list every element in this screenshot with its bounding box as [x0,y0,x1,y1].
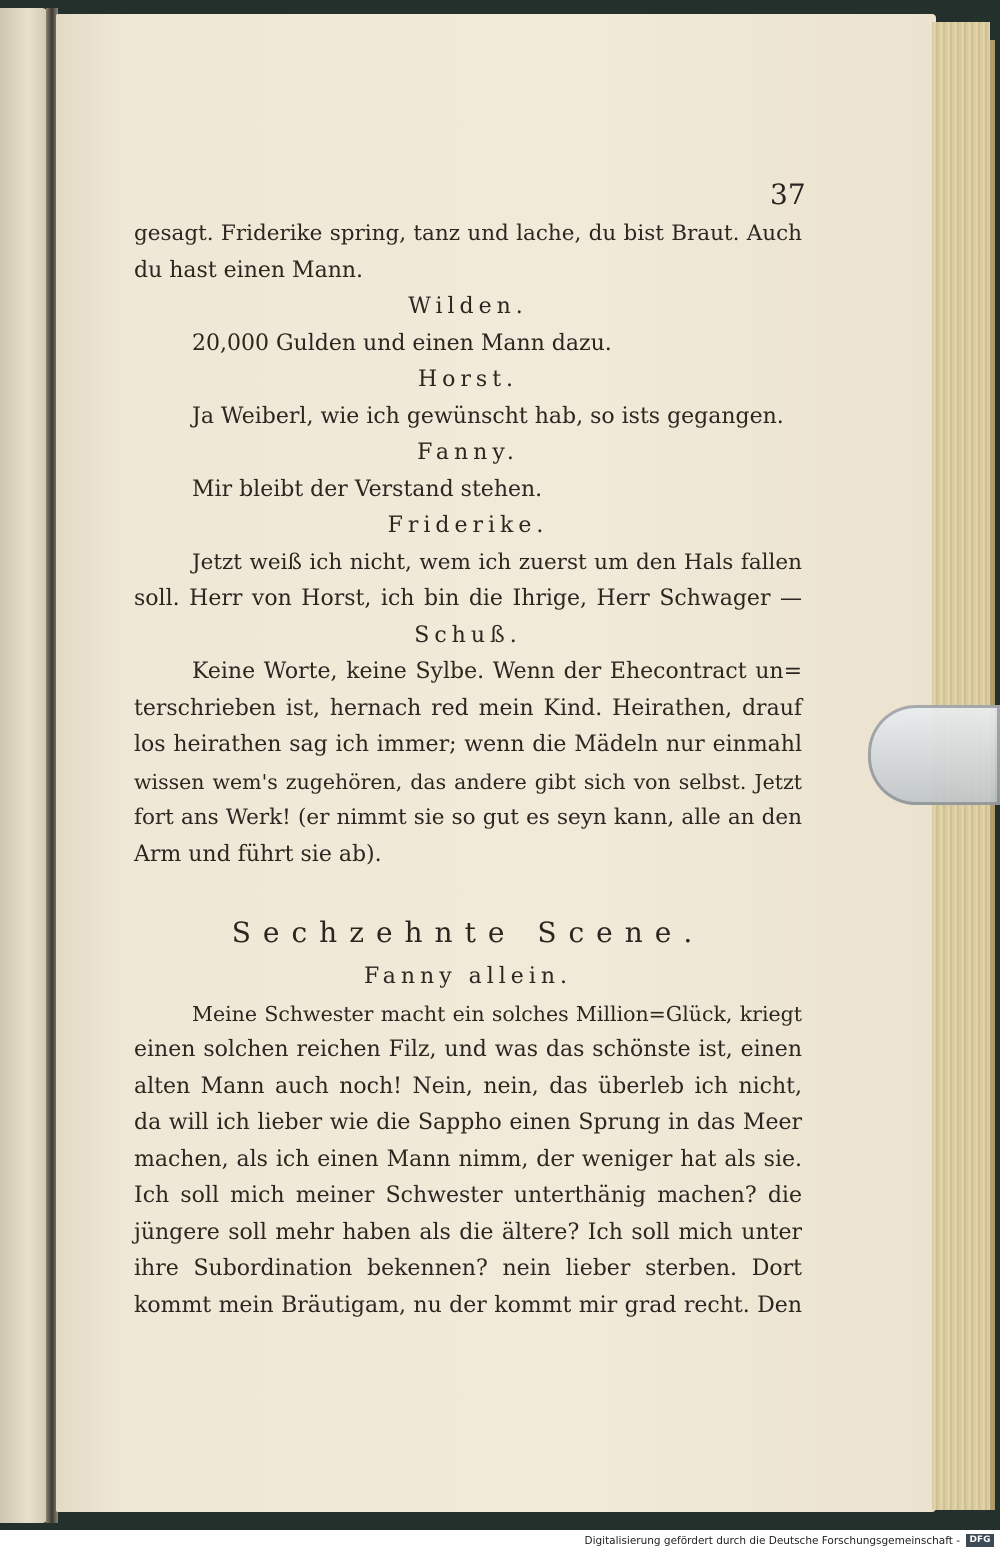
speaker-name: Horst. [417,367,519,392]
speaker-name: Fanny. [417,440,519,465]
text-line: kommt mein Bräutigam, nu der kommt mir grad recht. Den [134,1292,802,1318]
digitization-credit: Digitalisierung gefördert durch die Deutsche Forschungsgemeinschaft - [584,1535,960,1547]
text-line: soll. Herr von Horst, ich bin die Ihrige, Herr Schwager — [134,586,802,611]
spacer [134,873,802,897]
text-line: alten Mann auch noch! Nein, nein, das überleb ich nicht, [134,1073,802,1099]
scene-heading: Sechzehnte Scene. [231,916,705,949]
text-line: wissen wem's zugehören, das andere gibt sich von selbst. Jetzt [134,769,802,794]
text-line: fort ans Werk! (er nimmt sie so gut es seyn kann, alle an den [134,805,802,830]
text-line: du hast einen Mann. [134,257,364,283]
text-line: Mir bleibt der Verstand stehen. [192,476,543,502]
speaker-name: Friderike. [387,513,549,538]
speaker-name: Fanny allein. [363,964,573,989]
page-number: 37 [770,178,806,211]
text-line: ihre Subordination bekennen? nein lieber sterben. Dort [134,1256,802,1281]
dfg-logo: DFG [966,1534,994,1547]
glass-page-holder [868,705,1000,805]
text-line: terschrieben ist, hernach red mein Kind. Heirathen, drauf [134,695,802,721]
text-line: jüngere soll mehr haben als die ältere? Ich soll mich unter [134,1219,802,1245]
left-page-edge [0,8,48,1523]
text-line: Ja Weiberl, wie ich gewünscht hab, so ists gegangen. [192,403,784,429]
text-line: Jetzt weiß ich nicht, wem ich zuerst um den Hals fallen [192,549,802,575]
text-line: gesagt. Friderike spring, tanz und lache, du bist Braut. Auch [134,221,802,246]
speaker-name: Wilden. [408,294,528,319]
text-line: machen, als ich einen Mann nimm, der weniger hat als sie. [134,1146,802,1172]
page-text [134,216,802,1324]
text-line: Arm und führt sie ab). [134,841,382,867]
text-line: Meine Schwester macht ein solches Million=Glück, kriegt [192,1001,802,1026]
text-line: Keine Worte, keine Sylbe. Wenn der Ehecontract un= [192,659,802,684]
text-line: einen solchen reichen Filz, und was das schönste ist, einen [134,1037,802,1062]
text-line: 20,000 Gulden und einen Mann dazu. [192,330,612,356]
text-line: da will ich lieber wie die Sappho einen Sprung in das Meer [134,1110,802,1135]
speaker-name: Schuß. [414,622,522,648]
text-line: Ich soll mich meiner Schwester unterthänig machen? die [134,1183,802,1208]
text-line: los heirathen sag ich immer; wenn die Mädeln nur einmahl [134,732,802,757]
